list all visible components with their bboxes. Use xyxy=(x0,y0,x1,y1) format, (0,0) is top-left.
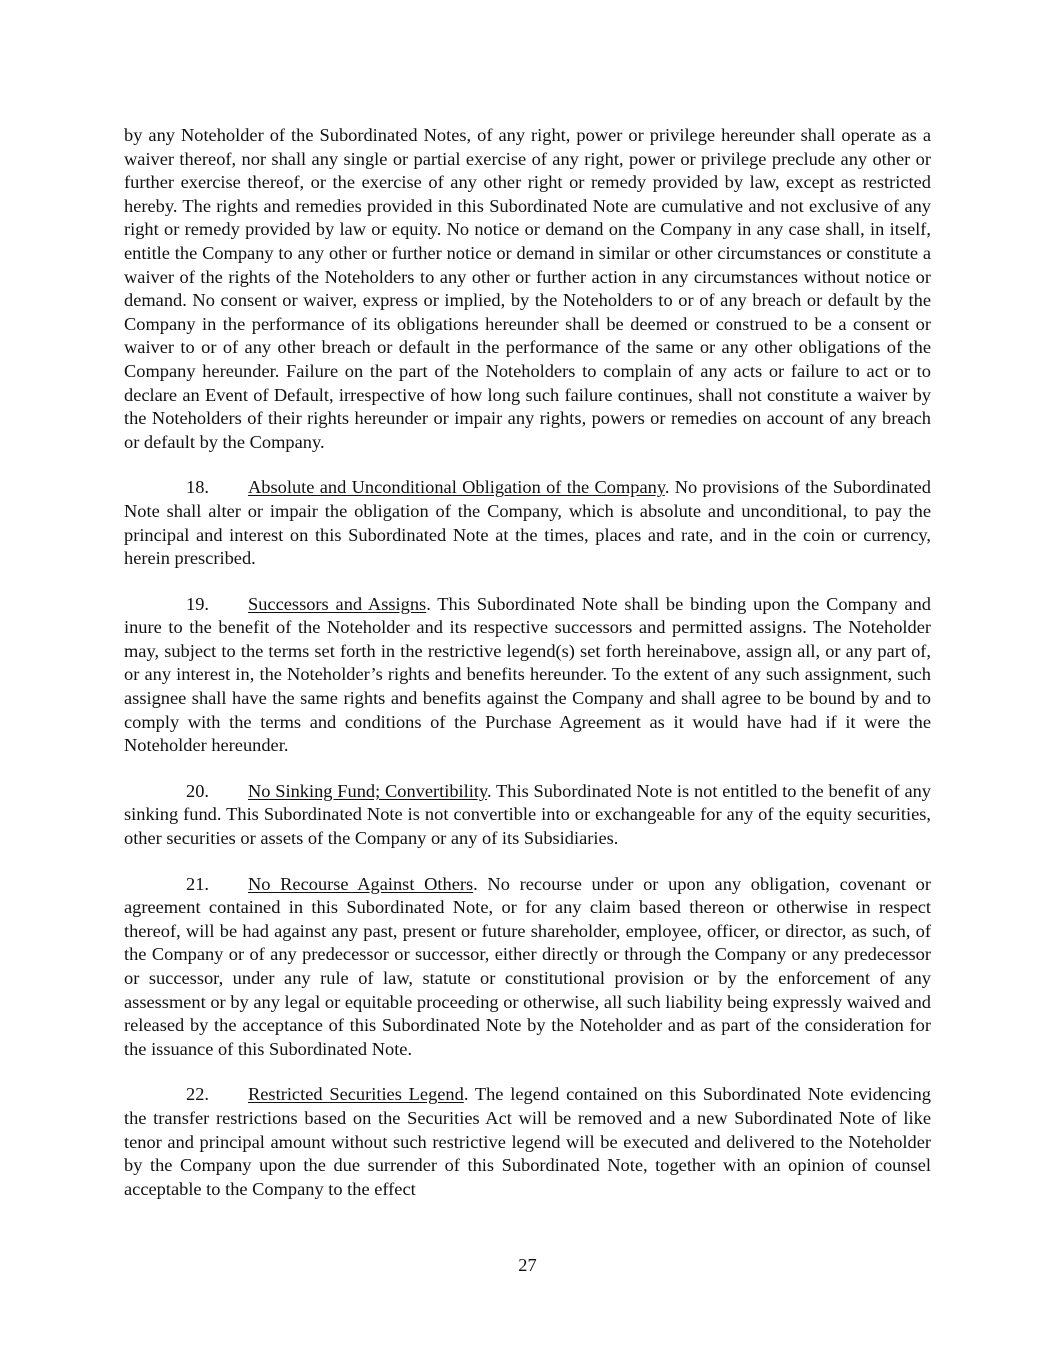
section-20 xyxy=(124,780,931,851)
section-heading: No Recourse Against Others xyxy=(248,873,474,894)
section-21 xyxy=(124,873,931,1062)
section-heading: Restricted Securities Legend xyxy=(248,1084,464,1105)
section-heading: Successors and Assigns xyxy=(248,593,427,614)
section-heading: No Sinking Fund; Convertibility xyxy=(248,780,487,801)
section-body: . This Subordinated Note is not entitled to the benefit of any sinking fund. This Subordinated Note is not convertible into or exchangeable for any of the equity securities, other securities or assets of the Company or any of its Subsidiaries. xyxy=(124,780,931,849)
section-body: . No provisions of the Subordinated Note shall alter or impair the obligation of the Company, which is absolute and unconditional, to pay the principal and interest on this Subordinated Note at the times, places and rate, and in the coin or currency, herein prescribed. xyxy=(124,477,931,569)
section-heading: Absolute and Unconditional Obligation of the Company xyxy=(248,477,665,498)
section-body: . The legend contained on this Subordinated Note evidencing the transfer restrictions based on the Securities Act will be removed and a new Subordinated Note of like tenor and principal amount without such restrictive legend will be executed and delivered to the Noteholder by the Company upon the due surrender of this Subordinated Note, together with an opinion of counsel acceptable to the Company to the effect xyxy=(124,1084,931,1199)
section-18 xyxy=(124,476,931,570)
section-number: 18. xyxy=(186,477,209,498)
document-page xyxy=(124,124,931,1223)
section-body: . No recourse under or upon any obligation, covenant or agreement contained in this Subordinated Note, or for any claim based thereon or otherwise in respect thereof, will be had against any past, present or future shareholder, employee, officer, or director, as such, of the Company or of any predecessor or successor, either directly or through the Company or any predecessor or successor, under any rule of law, statute or constitutional provision or by the enforcement of any assessment or by any legal or equitable proceeding or otherwise, all such liability being expressly waived and released by the acceptance of this Subordinated Note by the Noteholder and as part of the consideration for the issuance of this Subordinated Note. xyxy=(124,873,931,1059)
section-body: . This Subordinated Note shall be binding upon the Company and inure to the benefit of the Noteholder and its respective successors and permitted assigns. The Noteholder may, subject to the terms set forth in the restrictive legend(s) set forth hereinabove, assign all, or any part of, or any interest in, the Noteholder’s rights and benefits hereunder. To the extent of any such assignment, such assignee shall have the same rights and benefits against the Company and shall agree to be bound by and to comply with the terms and conditions of the Purchase Agreement as it would have had if it were the Noteholder hereunder. xyxy=(124,593,932,756)
section-number: 19. xyxy=(186,593,209,614)
section-number: 20. xyxy=(186,780,209,801)
section-number: 22. xyxy=(186,1084,209,1105)
section-22 xyxy=(124,1083,931,1201)
section-number: 21. xyxy=(186,873,209,894)
section-19 xyxy=(124,593,931,758)
page-number: 27 xyxy=(518,1255,537,1275)
continued-paragraph: by any Noteholder of the Subordinated Notes, of any right, power or privilege hereunder shall operate as a waiver thereof, nor shall any single or partial exercise of any right, power or privilege preclude any other or further exercise thereof, or the exercise of any other right or remedy provided by law, except as restricted hereby. The rights and remedies provided in this Subordinated Note are cumulative and not exclusive of any right or remedy provided by law or equity. No notice or demand on the Company in any case shall, in itself, entitle the Company to any other or further notice or demand in similar or other circumstances or constitute a waiver of the rights of the Noteholders to any other or further action in any circumstances without notice or demand. No consent or waiver, express or implied, by the Noteholders to or of any breach or default by the Company in the performance of its obligations hereunder shall be deemed or construed to be a consent or waiver to or of any other breach or default in the performance of the same or any other obligations of the Company hereunder. Failure on the part of the Noteholders to complain of any acts or failure to act or to declare an Event of Default, irrespective of how long such failure continues, shall not constitute a waiver by the Noteholders of their rights hereunder or impair any rights, powers or remedies on account of any breach or default by the Company. xyxy=(124,125,931,452)
